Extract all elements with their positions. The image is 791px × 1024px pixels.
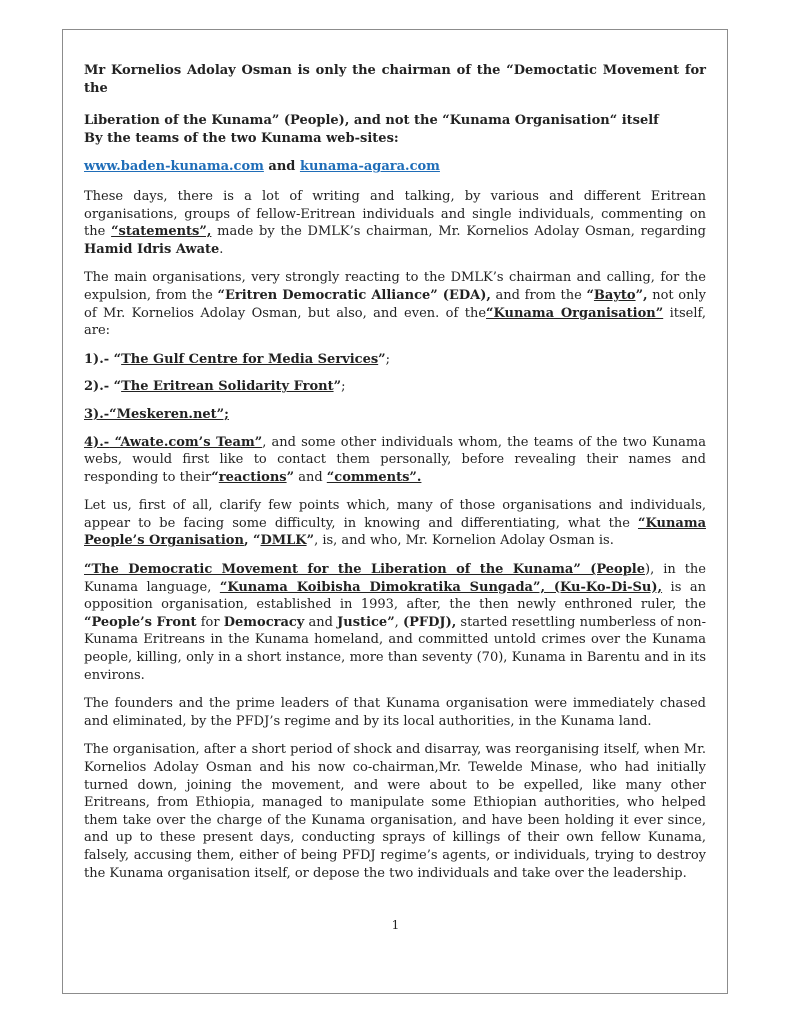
text: 4).- [84, 434, 110, 450]
text: “People’s Front [84, 614, 197, 630]
awate-team-name: “Awate.com’s Team” [109, 434, 263, 450]
dmlk-name: DMLK [260, 533, 307, 549]
text: The main organisations, very strongly reacting to the DMLK’s chairman and calling, for the expulsion, from the [84, 270, 706, 303]
awate-name: Hamid Idris Awate [84, 241, 220, 257]
kukodisu-name: “Kunama Koibisha Dimokratika Sungada”, (Ku-Ko-Di-Su), [219, 579, 663, 595]
text: 1).- “ [84, 351, 122, 367]
links-and: and [263, 159, 300, 175]
gulf-centre-name: The Gulf Centre for Media Services [121, 351, 379, 367]
text: ” [333, 379, 342, 395]
list-item-2 [84, 378, 706, 396]
paragraph-dmlk-history [84, 561, 706, 684]
text: , and some other individuals whom, the teams of the two Kunama webs, would first like to contact them personally, before revealing their names and responding to their [84, 434, 706, 485]
text: , [394, 614, 403, 630]
eda-name: “Eritren Democratic Alliance” (EDA), [217, 287, 491, 303]
paragraph-intro [84, 188, 706, 258]
solidarity-front-name: The Eritrean Solidarity Front [121, 379, 334, 395]
text: Democracy [223, 614, 305, 630]
kunama-peoples-organisation: “Kunama People’s Organisation [84, 515, 706, 549]
link-baden-kunama[interactable]: www.baden-kunama.com [84, 159, 264, 175]
text: and [294, 469, 327, 485]
text: itself, are: [84, 305, 706, 339]
text: , “ [243, 533, 261, 549]
text: ” [378, 351, 386, 367]
text: ” [306, 533, 315, 549]
text: ”, [635, 287, 648, 303]
statements-emphasis: “statements”, [111, 224, 212, 240]
paragraph-organisations [84, 269, 706, 339]
comments-emphasis: “comments”. [326, 469, 422, 485]
text: Let us, first of all, clarify few points which, many of those organisations and individuals, appear to be facing some difficulty, in knowing and differentiating, what the [84, 498, 706, 531]
text: . [219, 241, 224, 257]
paragraph-clarify [84, 497, 706, 550]
text: These days, there is a lot of writing and talking, by various and different Eritrean organisations, groups of fellow-Eritrean individuals and single individuals, commenting on the [84, 188, 706, 240]
document-body [84, 62, 706, 893]
text: started resettling numberless of non-Kunama Eritreans in the Kunama homeland, and committed untold crimes over the Kunama people, killing, only in a short instance, more than seventy (70), Kunama in Barentu and in its environs. [84, 614, 707, 683]
reactions-emphasis: reactions [218, 469, 287, 485]
website-links [84, 158, 706, 176]
text: ; [385, 351, 391, 367]
text: is an opposition organisation, established in 1993, after, the then newly enthroned ruler, the [84, 579, 706, 613]
text: made by the DMLK’s chairman, Mr. Kornelios Adolay Osman, regarding [211, 224, 706, 240]
text: “ [211, 469, 219, 485]
text: and from the [490, 287, 587, 303]
text: and [304, 614, 338, 630]
title-line-2: Liberation of the Kunama” (People), and not the “Kunama Organisation“ itself [84, 113, 659, 129]
text: ” [286, 469, 295, 485]
text: ; [341, 379, 346, 395]
byline: By the teams of the two Kunama web-sites: [84, 130, 399, 146]
paragraph-reorganisation: The organisation, after a short period of shock and disarray, was reorganising itself, when Mr. Kornelios Adolay Osman and his now co-chairman,Mr. Tewelde Minase, who had initially turned down, joining the movement, and were about to be expelled, like many other Eritreans, from Ethiopia, managed to manipulate some Ethiopian authorities, who helped them take over the charge of the Kunama organisation, and have been holding it ever since, and up to these present days, conducting sprays of killings of their own fellow Kunama, falsely, accusing them, either of being PFDJ regime’s agents, or individuals, trying to destroy the Kunama organisation itself, or depose the two individuals and take over the leadership. [84, 742, 706, 881]
kunama-organisation-name: “Kunama Organisation” [486, 305, 664, 321]
list-item-1 [84, 351, 706, 369]
title-line-1: Mr Kornelios Adolay Osman is only the chairman of the “Democtatic Movement for the [84, 63, 706, 96]
text: 2).- “ [84, 379, 122, 395]
page-number: 1 [391, 918, 400, 932]
dmlk-full-name: “The Democratic Movement for the Liberation of the Kunama” (People [84, 562, 646, 578]
meskeren-name: 3).-“Meskeren.net”; [84, 406, 229, 422]
text: not only of Mr. Kornelios Adolay Osman, but also, and even. of the [84, 287, 707, 321]
text: for [196, 614, 224, 630]
text: Justice” [337, 614, 395, 630]
list-item-3 [84, 406, 706, 424]
paragraph-founders: The founders and the prime leaders of that Kunama organisation were immediately chased and eliminated, by the PFDJ’s regime and by its local authorities, in the Kunama land. [84, 696, 706, 729]
link-kunama-agara[interactable]: kunama-agara.com [299, 159, 440, 175]
list-item-4 [84, 434, 706, 487]
text: “ [586, 287, 594, 303]
pfdj-abbr: (PFDJ), [402, 614, 457, 630]
text: , is, and who, Mr. Kornelion Adolay Osman is. [314, 533, 614, 549]
bayto-name: Bayto [593, 287, 636, 303]
text: ), in the Kunama language, [84, 562, 706, 595]
